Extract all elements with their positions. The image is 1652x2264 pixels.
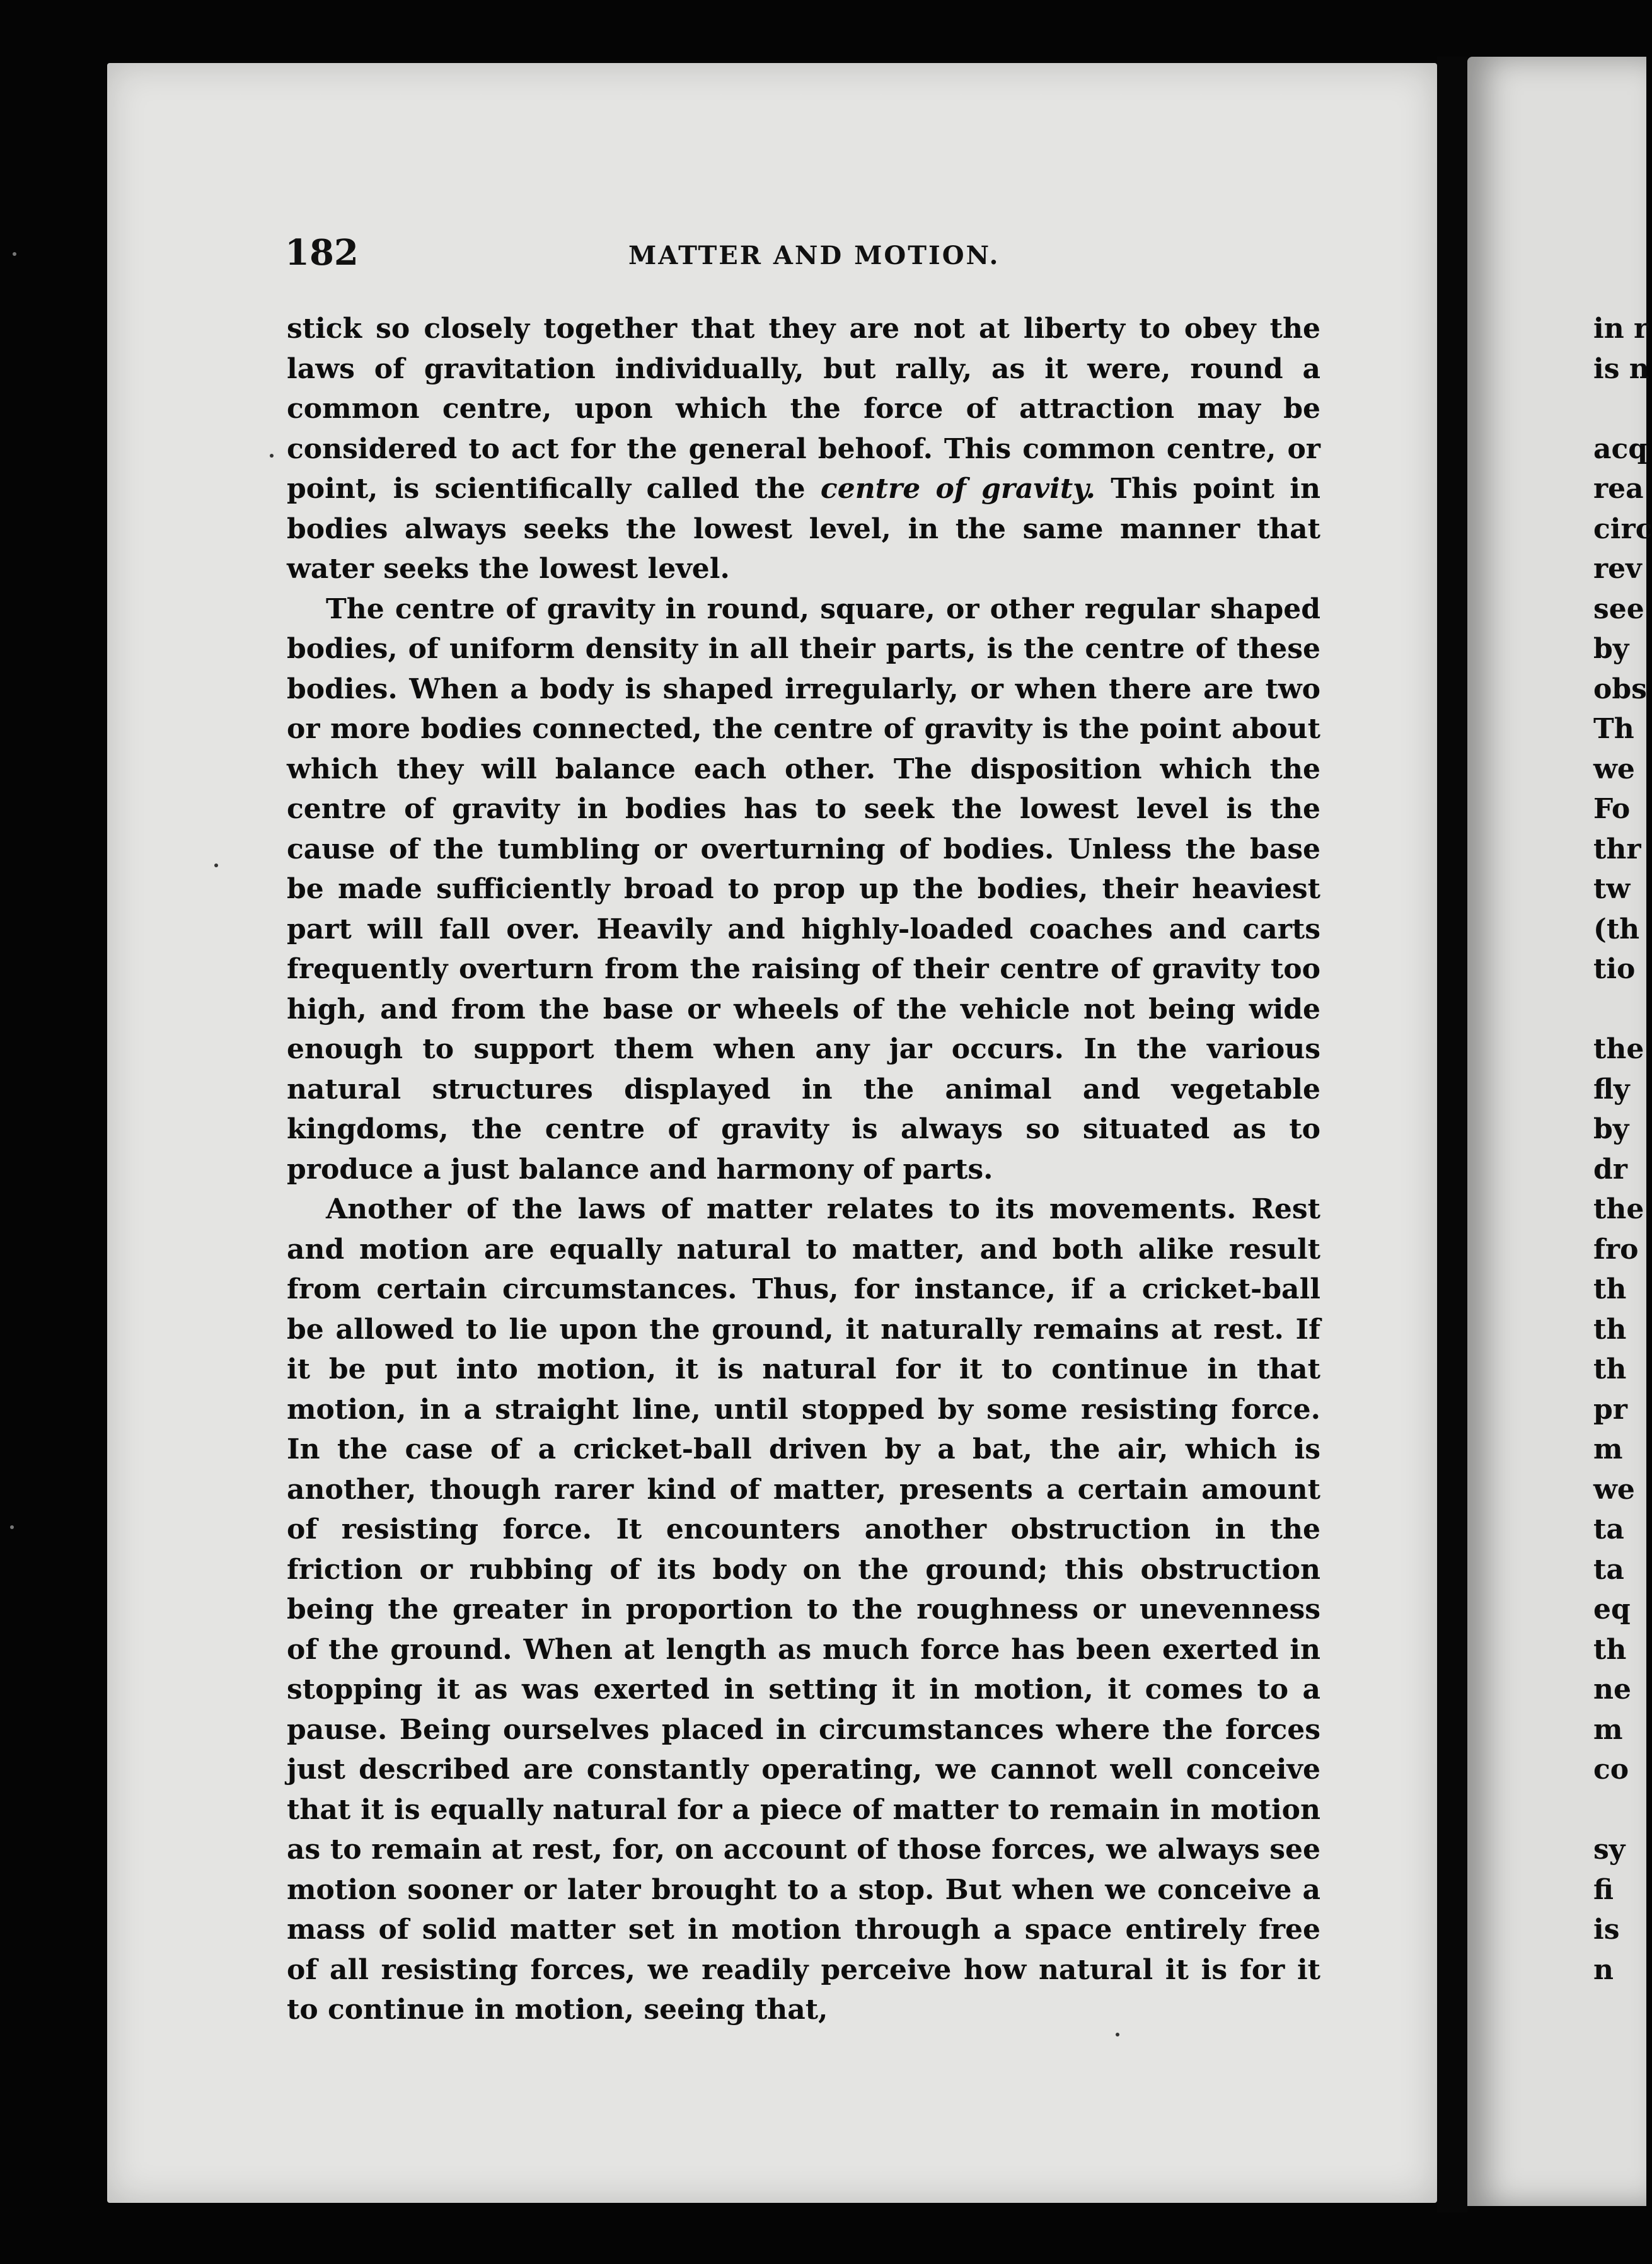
right-page-fragment: (th <box>1593 913 1640 945</box>
right-page-fragment: sy <box>1593 1834 1626 1866</box>
right-page-fragment: is n <box>1593 352 1649 385</box>
right-page-fragment: co <box>1593 1753 1629 1786</box>
right-page-fragment: fro <box>1593 1233 1639 1266</box>
page-number: 182 <box>285 232 359 274</box>
right-page-fragment: rev <box>1593 553 1642 585</box>
right-page-fragment: the <box>1593 1193 1644 1225</box>
scan-speck <box>10 1525 14 1529</box>
right-page-fragment: m <box>1593 1433 1623 1465</box>
right-page-fragment <box>1593 990 1646 1030</box>
right-page-fragment: Th <box>1593 713 1634 745</box>
right-page-fragment: th <box>1593 1353 1627 1385</box>
right-page-fragment: thr <box>1593 833 1641 865</box>
right-page-fragment: tio <box>1593 953 1636 985</box>
right-page-fragment: fi <box>1593 1873 1614 1906</box>
right-page-fragment: by <box>1593 633 1629 665</box>
scan-speck <box>13 252 16 256</box>
right-page-fragment: n <box>1593 1953 1614 1986</box>
paper-speck <box>270 454 274 458</box>
right-page-fragment: fly <box>1593 1073 1630 1106</box>
right-page-fragment: dr <box>1593 1153 1627 1186</box>
right-page-fragment: in r <box>1593 313 1649 345</box>
right-page-text-fragments <box>1593 309 1652 1990</box>
right-page-fragment: tw <box>1593 873 1631 905</box>
right-page-fragment: the <box>1593 1033 1644 1065</box>
right-page-fragment: th <box>1593 1633 1627 1666</box>
paper-speck <box>214 863 218 867</box>
paragraph-1-emphasis: centre of gravity. <box>820 473 1095 505</box>
right-page-fragment: eq <box>1593 1593 1631 1626</box>
right-page-fragment: th <box>1593 1273 1627 1305</box>
right-page-fragment: pr <box>1593 1393 1627 1426</box>
paper-speck <box>1116 2033 1119 2036</box>
right-page-fragment: ta <box>1593 1513 1624 1545</box>
right-page-fragment: is <box>1593 1914 1620 1946</box>
page-title: MATTER AND MOTION. <box>628 241 1000 270</box>
paragraph-1 <box>287 309 1320 589</box>
paragraph-3: Another of the laws of matter relates to its movements. Rest and motion are equally natural to matter, and both alike result from certain circumstances. Thus, for instance, if a cricket-ball be allowed to lie upon the ground, it naturally remains at rest. If it be put into motion, it is natural for it to continue in that motion, in a straight line, until stopped by some resisting force. In the case of a cricket-ball driven by a bat, the air, which is another, though rarer kind of matter, presents a certain amount of resisting force. It encounters another obstruction in the friction or rubbing of its body on the ground; this obstruction being the greater in proportion to the roughness or unevenness of the ground. When at length as much force has been exerted in stopping it as was exerted in setting it in motion, it comes to a pause. Being ourselves placed in circumstances where the forces just described are constantly operating, we cannot well conceive that it is equally natural for a piece of matter to remain in motion as to remain at rest, for, on account of those forces, we always see motion sooner or later brought to a stop. But when we conceive a mass of solid matter set in motion through a space entirely free of all resisting forces, we readily perceive how natural it is for it to continue in motion, seeing that, <box>287 1193 1320 2026</box>
paragraph-1-text-end: This point in bodies always seeks the lowest level, in the same manner that water seeks the lowest level. <box>287 473 1320 585</box>
right-page-fragment: ne <box>1593 1673 1631 1706</box>
right-page-fragment: th <box>1593 1313 1627 1346</box>
right-page-fragment: we <box>1593 1473 1635 1506</box>
body-text <box>287 309 1320 2030</box>
right-page-fragment: we <box>1593 753 1635 785</box>
right-page-fragment: circ <box>1593 512 1652 545</box>
paragraph-2: The centre of gravity in round, square, or other regular shaped bodies, of uniform density in all their parts, is the centre of these bodies. When a body is shaped irregularly, or when there are two or more bodies connected, the centre of gravity is the point about which they will balance each other. The disposition which the centre of gravity in bodies has to seek the lowest level is the cause of the tumbling or overturning of bodies. Unless the base be made sufficiently broad to prop up the bodies, their heaviest part will fall over. Heavily and highly-loaded coaches and carts frequently overturn from the raising of their centre of gravity too high, and from the base or wheels of the vehicle not being wide enough to support them when any jar occurs. In the various natural structures displayed in the animal and vegetable kingdoms, the centre of gravity is always so situated as to produce a just balance and harmony of parts. <box>287 592 1320 1186</box>
page-gutter <box>1437 57 1467 2212</box>
right-page-fragment: obs <box>1593 673 1647 705</box>
right-page-fragment: by <box>1593 1113 1629 1145</box>
right-page-fragment: Fo <box>1593 793 1631 825</box>
right-page-fragment <box>1593 1790 1646 1830</box>
paragraph-1-text-start: stick so closely together that they are not at liberty to obey the laws of gravitation individually, but rally, as it were, round a common centre, upon which the force of attraction may be considered to act for the general behoof. This common centre, or point, is scientifically called the <box>287 313 1320 505</box>
right-page-fragment: m <box>1593 1713 1623 1746</box>
running-head <box>285 232 1334 276</box>
right-page-fragment <box>1593 389 1646 429</box>
right-page-fragment: ta <box>1593 1553 1624 1586</box>
right-page-fragment: acq <box>1593 432 1648 465</box>
right-page-fragment: see <box>1593 592 1644 625</box>
right-page-fragment: rea <box>1593 473 1644 505</box>
